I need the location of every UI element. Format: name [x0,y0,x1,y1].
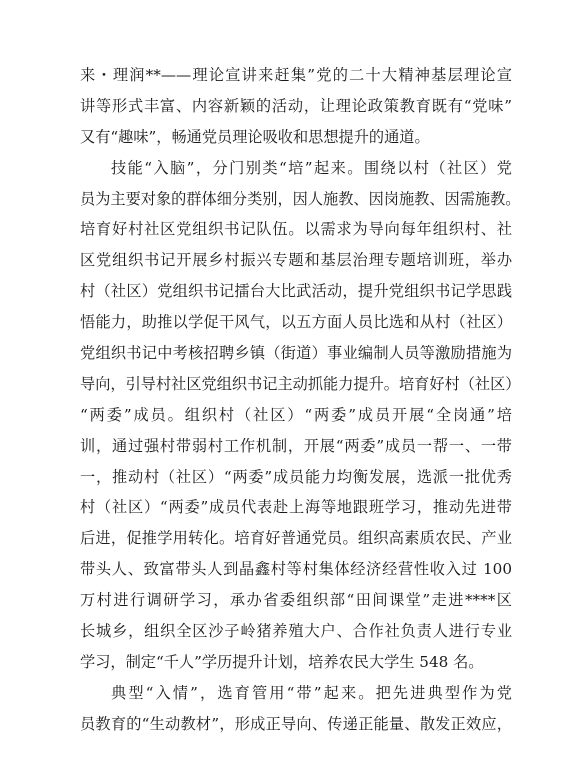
text-line: 典型“入情”，选育管用“带”起来。把先进典型作为党 [111,683,512,702]
text-line: 区党组织书记开展乡村振兴专题和基层治理专题培训班，举办 [80,251,512,270]
text-line: 一，推动村（社区）“两委”成员能力均衡发展，选派一批优秀 [80,467,512,486]
text-line: 技能“入脑”，分门别类“培”起来。围绕以村（社区）党 [111,158,512,177]
text-line: 后进，促推学用转化。培育好普通党员。组织高素质农民、产业 [80,529,512,548]
text-line: 长城乡，组织全区沙子岭猪养殖大户、合作社负责人进行专业 [80,622,512,641]
text-line: 员教育的“生动教材”，形成正导向、传递正能量、散发正效应， [80,714,512,733]
paragraph-3 [80,678,512,740]
document-page [80,60,521,740]
text-line: 学习，制定“千人”学历提升计划，培养农民大学生 548 名。 [80,652,484,671]
text-line: 万村进行调研学习，承办省委组织部“田间课堂”走进****区 [80,591,512,610]
text-line: 又有“趣味”，畅通党员理论吸收和思想提升的通道。 [80,127,430,146]
text-line: 来・理润**——理论宣讲来赶集”党的二十大精神基层理论宣 [80,66,512,84]
text-line: 员为主要对象的群体细分类别，因人施教、因岗施教、因需施教。 [80,189,521,208]
text-line: 带头人、致富带头人到晶鑫村等村集体经济经营性收入过 100 [80,560,512,579]
text-line: 村（社区）党组织书记擂台大比武活动，提升党组织书记学思践 [80,282,512,301]
paragraph-1 [80,60,512,153]
text-line: “两委”成员。组织村（社区）“两委”成员开展“全岗通”培 [80,405,512,424]
text-line: 党组织书记中考核招聘乡镇（街道）事业编制人员等激励措施为 [80,344,512,363]
text-line: 培育好村社区党组织书记队伍。以需求为导向每年组织村、社 [80,220,512,239]
text-line: 训，通过强村带弱村工作机制，开展“两委”成员一帮一、一带 [80,436,512,455]
text-line: 讲等形式丰富、内容新颖的活动，让理论政策教育既有“党味” [80,96,512,115]
text-line: 村（社区）“两委”成员代表赴上海等地跟班学习，推动先进带 [80,498,512,517]
paragraph-2 [80,153,521,678]
text-line: 导向，引导村社区党组织书记主动抓能力提升。培育好村（社区） [80,374,521,393]
text-line: 悟能力，助推以学促干风气，以五方面人员比选和从村（社区） [80,313,512,332]
